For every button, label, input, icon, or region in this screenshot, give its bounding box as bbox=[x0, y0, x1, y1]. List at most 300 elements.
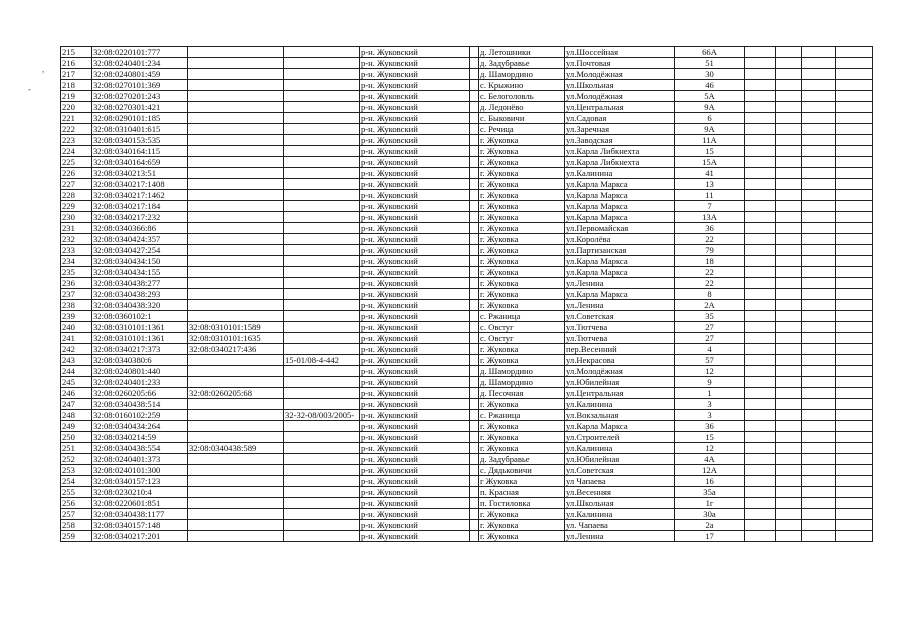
cell-linked-cadastral-number bbox=[188, 179, 284, 190]
cell-settlement: г. Жуковка bbox=[479, 256, 565, 267]
cell-house-number: 9 bbox=[675, 377, 745, 388]
cell-linked-cadastral-number bbox=[188, 80, 284, 91]
cell-extra-1 bbox=[745, 223, 776, 234]
cell-extra-4 bbox=[836, 487, 873, 498]
cell-street: ул.Карла Маркса bbox=[565, 201, 675, 212]
table-row bbox=[61, 168, 873, 179]
cell-row-number: 243 bbox=[61, 355, 92, 366]
cell-street: ул.Советская bbox=[565, 311, 675, 322]
cell-extra-4 bbox=[836, 168, 873, 179]
cell-settlement: г. Жуковка bbox=[479, 278, 565, 289]
cell-district: р-н. Жуковский bbox=[360, 465, 470, 476]
cell-row-number: 228 bbox=[61, 190, 92, 201]
cell-extra-1 bbox=[745, 201, 776, 212]
cell-row-number: 258 bbox=[61, 520, 92, 531]
cell-street: ул.Королёва bbox=[565, 234, 675, 245]
cell-row-number: 259 bbox=[61, 531, 92, 542]
cell-extra-3 bbox=[802, 498, 836, 509]
cell-extra-1 bbox=[745, 190, 776, 201]
cell-gap bbox=[470, 322, 479, 333]
cell-linked-cadastral-number bbox=[188, 366, 284, 377]
cell-extra-4 bbox=[836, 91, 873, 102]
cell-extra-1 bbox=[745, 69, 776, 80]
cell-gap bbox=[470, 531, 479, 542]
cell-extra-4 bbox=[836, 366, 873, 377]
cell-district: р-н. Жуковский bbox=[360, 410, 470, 421]
table-row bbox=[61, 520, 873, 531]
cell-house-number: 8 bbox=[675, 289, 745, 300]
cell-house-number: 12А bbox=[675, 465, 745, 476]
table-row bbox=[61, 476, 873, 487]
cell-extra-2 bbox=[776, 234, 802, 245]
cell-house-number: 36 bbox=[675, 421, 745, 432]
cell-gap bbox=[470, 465, 479, 476]
cell-row-number: 226 bbox=[61, 168, 92, 179]
cell-cadastral-number: 32:08:0240801:459 bbox=[92, 69, 188, 80]
cell-house-number: 16 bbox=[675, 476, 745, 487]
cell-district: р-н. Жуковский bbox=[360, 454, 470, 465]
cell-extra-3 bbox=[802, 146, 836, 157]
cell-extra-2 bbox=[776, 498, 802, 509]
cell-district: р-н. Жуковский bbox=[360, 289, 470, 300]
cell-house-number: 4А bbox=[675, 454, 745, 465]
cell-district: р-н. Жуковский bbox=[360, 124, 470, 135]
cell-settlement: д. Шамордино bbox=[479, 377, 565, 388]
cell-settlement: г. Жуковка bbox=[479, 355, 565, 366]
cell-extra-2 bbox=[776, 212, 802, 223]
cell-street: ул.Карла Маркса bbox=[565, 267, 675, 278]
cell-cadastral-number: 32:08:0290101:185 bbox=[92, 113, 188, 124]
cell-extra-1 bbox=[745, 289, 776, 300]
cell-street: ул.Ленина bbox=[565, 531, 675, 542]
cell-extra-3 bbox=[802, 157, 836, 168]
cell-street: ул.Школьная bbox=[565, 80, 675, 91]
cell-extra-2 bbox=[776, 311, 802, 322]
cell-extra-3 bbox=[802, 267, 836, 278]
table-row bbox=[61, 146, 873, 157]
cell-street: ул.Школьная bbox=[565, 498, 675, 509]
cell-linked-cadastral-number bbox=[188, 476, 284, 487]
cell-settlement: с. Быковичи bbox=[479, 113, 565, 124]
table-row bbox=[61, 388, 873, 399]
cell-district: р-н. Жуковский bbox=[360, 531, 470, 542]
table-row bbox=[61, 190, 873, 201]
cell-row-number: 223 bbox=[61, 135, 92, 146]
cell-registration-number bbox=[284, 179, 360, 190]
cell-gap bbox=[470, 344, 479, 355]
table-row bbox=[61, 355, 873, 366]
cell-settlement: с. Овстуг bbox=[479, 333, 565, 344]
cell-row-number: 254 bbox=[61, 476, 92, 487]
cell-street: ул.Карла Маркса bbox=[565, 289, 675, 300]
table-row bbox=[61, 102, 873, 113]
cell-settlement: г. Жуковка bbox=[479, 344, 565, 355]
cell-row-number: 229 bbox=[61, 201, 92, 212]
cell-extra-4 bbox=[836, 311, 873, 322]
cell-extra-3 bbox=[802, 168, 836, 179]
cell-house-number: 11 bbox=[675, 190, 745, 201]
cell-cadastral-number: 32:08:0340438:514 bbox=[92, 399, 188, 410]
cell-street: ул.Карла Либкнехта bbox=[565, 146, 675, 157]
cell-settlement: г. Жуковка bbox=[479, 300, 565, 311]
cell-linked-cadastral-number bbox=[188, 289, 284, 300]
cell-gap bbox=[470, 212, 479, 223]
table-row bbox=[61, 333, 873, 344]
cell-house-number: 2А bbox=[675, 300, 745, 311]
cell-linked-cadastral-number bbox=[188, 146, 284, 157]
cell-registration-number bbox=[284, 520, 360, 531]
cell-extra-2 bbox=[776, 278, 802, 289]
cell-extra-4 bbox=[836, 388, 873, 399]
cell-extra-2 bbox=[776, 91, 802, 102]
cell-extra-3 bbox=[802, 190, 836, 201]
cell-settlement: д. Ледонёво bbox=[479, 102, 565, 113]
cell-house-number: 6 bbox=[675, 113, 745, 124]
cell-linked-cadastral-number bbox=[188, 399, 284, 410]
table-row bbox=[61, 300, 873, 311]
cell-extra-2 bbox=[776, 476, 802, 487]
cell-extra-4 bbox=[836, 113, 873, 124]
cell-street: ул.Весенняя bbox=[565, 487, 675, 498]
cell-extra-1 bbox=[745, 168, 776, 179]
cell-extra-1 bbox=[745, 366, 776, 377]
cell-row-number: 256 bbox=[61, 498, 92, 509]
cell-row-number: 234 bbox=[61, 256, 92, 267]
cell-extra-1 bbox=[745, 322, 776, 333]
cell-extra-3 bbox=[802, 91, 836, 102]
cell-settlement: г. Жуковка bbox=[479, 443, 565, 454]
cell-extra-1 bbox=[745, 498, 776, 509]
cell-extra-2 bbox=[776, 80, 802, 91]
cell-gap bbox=[470, 454, 479, 465]
cell-settlement: с. Ржаница bbox=[479, 410, 565, 421]
cell-extra-2 bbox=[776, 333, 802, 344]
cell-extra-1 bbox=[745, 421, 776, 432]
cell-gap bbox=[470, 421, 479, 432]
cell-house-number: 46 bbox=[675, 80, 745, 91]
cell-house-number: 57 bbox=[675, 355, 745, 366]
cell-cadastral-number: 32:08:0340213:51 bbox=[92, 168, 188, 179]
cell-extra-4 bbox=[836, 278, 873, 289]
cell-street: ул.Вокзальная bbox=[565, 410, 675, 421]
cell-street: ул.Некрасова bbox=[565, 355, 675, 366]
cell-extra-3 bbox=[802, 322, 836, 333]
cell-registration-number bbox=[284, 399, 360, 410]
cell-registration-number bbox=[284, 443, 360, 454]
cell-house-number: 12 bbox=[675, 443, 745, 454]
cell-extra-4 bbox=[836, 124, 873, 135]
cell-registration-number bbox=[284, 421, 360, 432]
table-row bbox=[61, 223, 873, 234]
cell-settlement: с. Овстуг bbox=[479, 322, 565, 333]
cell-district: р-н. Жуковский bbox=[360, 91, 470, 102]
cell-row-number: 241 bbox=[61, 333, 92, 344]
cell-linked-cadastral-number bbox=[188, 454, 284, 465]
cell-registration-number: 32-32-08/003/2005- bbox=[284, 410, 360, 421]
cell-row-number: 218 bbox=[61, 80, 92, 91]
cell-row-number: 248 bbox=[61, 410, 92, 421]
cell-extra-3 bbox=[802, 124, 836, 135]
cell-cadastral-number: 32:08:0310101:1361 bbox=[92, 322, 188, 333]
cell-extra-3 bbox=[802, 311, 836, 322]
cell-house-number: 79 bbox=[675, 245, 745, 256]
cell-registration-number bbox=[284, 47, 360, 58]
cell-linked-cadastral-number bbox=[188, 157, 284, 168]
cell-cadastral-number: 32:08:0340153:535 bbox=[92, 135, 188, 146]
cell-registration-number bbox=[284, 168, 360, 179]
cell-street: ул.Карла Маркса bbox=[565, 421, 675, 432]
table-row bbox=[61, 201, 873, 212]
cell-extra-4 bbox=[836, 531, 873, 542]
cell-row-number: 219 bbox=[61, 91, 92, 102]
cell-settlement: д. Летошники bbox=[479, 47, 565, 58]
cell-extra-1 bbox=[745, 388, 776, 399]
cell-row-number: 227 bbox=[61, 179, 92, 190]
cell-row-number: 231 bbox=[61, 223, 92, 234]
cell-cadastral-number: 32:08:0340214:59 bbox=[92, 432, 188, 443]
cell-cadastral-number: 32:08:0340217:373 bbox=[92, 344, 188, 355]
cell-extra-1 bbox=[745, 443, 776, 454]
cell-linked-cadastral-number bbox=[188, 421, 284, 432]
cell-extra-3 bbox=[802, 289, 836, 300]
cell-row-number: 252 bbox=[61, 454, 92, 465]
cell-linked-cadastral-number bbox=[188, 102, 284, 113]
cell-registration-number bbox=[284, 531, 360, 542]
cell-settlement: г. Жуковка bbox=[479, 223, 565, 234]
cell-cadastral-number: 32:08:0340434:155 bbox=[92, 267, 188, 278]
table-row bbox=[61, 157, 873, 168]
cell-district: р-н. Жуковский bbox=[360, 80, 470, 91]
cell-extra-2 bbox=[776, 190, 802, 201]
cell-street: ул.Ленина bbox=[565, 300, 675, 311]
cell-extra-3 bbox=[802, 443, 836, 454]
table-row bbox=[61, 113, 873, 124]
cell-gap bbox=[470, 190, 479, 201]
cell-settlement: с. Ржаница bbox=[479, 311, 565, 322]
cell-extra-3 bbox=[802, 278, 836, 289]
cell-gap bbox=[470, 157, 479, 168]
cell-district: р-н. Жуковский bbox=[360, 355, 470, 366]
cell-extra-2 bbox=[776, 168, 802, 179]
cell-extra-1 bbox=[745, 80, 776, 91]
cell-linked-cadastral-number bbox=[188, 69, 284, 80]
cell-extra-2 bbox=[776, 58, 802, 69]
cell-registration-number bbox=[284, 476, 360, 487]
cell-house-number: 51 bbox=[675, 58, 745, 69]
cell-extra-1 bbox=[745, 234, 776, 245]
cell-extra-1 bbox=[745, 454, 776, 465]
cell-extra-2 bbox=[776, 47, 802, 58]
table-row bbox=[61, 256, 873, 267]
cell-cadastral-number: 32:08:0270301:421 bbox=[92, 102, 188, 113]
cell-district: р-н. Жуковский bbox=[360, 146, 470, 157]
cell-registration-number: 15-01/08-4-442 bbox=[284, 355, 360, 366]
cell-registration-number bbox=[284, 311, 360, 322]
cell-extra-2 bbox=[776, 289, 802, 300]
cell-extra-4 bbox=[836, 443, 873, 454]
cell-linked-cadastral-number bbox=[188, 498, 284, 509]
cell-extra-2 bbox=[776, 179, 802, 190]
cell-settlement: п. Красная bbox=[479, 487, 565, 498]
cell-registration-number bbox=[284, 267, 360, 278]
cell-registration-number bbox=[284, 388, 360, 399]
cell-linked-cadastral-number bbox=[188, 58, 284, 69]
cell-extra-3 bbox=[802, 135, 836, 146]
cell-street: ул.Центральная bbox=[565, 102, 675, 113]
table-row bbox=[61, 278, 873, 289]
cell-settlement: с. Белоголовль bbox=[479, 91, 565, 102]
cell-gap bbox=[470, 135, 479, 146]
cell-gap bbox=[470, 113, 479, 124]
cell-extra-1 bbox=[745, 377, 776, 388]
table-row bbox=[61, 124, 873, 135]
cell-extra-3 bbox=[802, 234, 836, 245]
cell-house-number: 1 bbox=[675, 388, 745, 399]
cell-extra-1 bbox=[745, 47, 776, 58]
cell-gap bbox=[470, 124, 479, 135]
cell-street: ул.Юбилейная bbox=[565, 377, 675, 388]
table-row bbox=[61, 212, 873, 223]
cell-cadastral-number: 32:08:0240801:440 bbox=[92, 366, 188, 377]
cell-extra-1 bbox=[745, 278, 776, 289]
cell-row-number: 222 bbox=[61, 124, 92, 135]
cell-extra-2 bbox=[776, 454, 802, 465]
cell-row-number: 255 bbox=[61, 487, 92, 498]
cell-row-number: 236 bbox=[61, 278, 92, 289]
cell-extra-4 bbox=[836, 355, 873, 366]
cell-row-number: 239 bbox=[61, 311, 92, 322]
cell-row-number: 249 bbox=[61, 421, 92, 432]
cell-extra-3 bbox=[802, 47, 836, 58]
cell-district: р-н. Жуковский bbox=[360, 267, 470, 278]
cell-settlement: с. Дядьковичи bbox=[479, 465, 565, 476]
cell-extra-2 bbox=[776, 410, 802, 421]
cell-settlement: г. Жуковка bbox=[479, 531, 565, 542]
cell-extra-3 bbox=[802, 201, 836, 212]
table-row bbox=[61, 531, 873, 542]
cell-extra-1 bbox=[745, 124, 776, 135]
cell-extra-3 bbox=[802, 69, 836, 80]
cell-cadastral-number: 32:08:0340438:293 bbox=[92, 289, 188, 300]
cell-district: р-н. Жуковский bbox=[360, 157, 470, 168]
cell-district: р-н. Жуковский bbox=[360, 443, 470, 454]
cell-extra-1 bbox=[745, 465, 776, 476]
cell-registration-number bbox=[284, 454, 360, 465]
table-row bbox=[61, 267, 873, 278]
cell-extra-1 bbox=[745, 113, 776, 124]
cell-extra-4 bbox=[836, 476, 873, 487]
cell-gap bbox=[470, 179, 479, 190]
cell-linked-cadastral-number bbox=[188, 201, 284, 212]
cell-extra-3 bbox=[802, 355, 836, 366]
cell-extra-2 bbox=[776, 223, 802, 234]
cell-settlement: г. Жуковка bbox=[479, 201, 565, 212]
cell-district: р-н. Жуковский bbox=[360, 311, 470, 322]
table-row bbox=[61, 245, 873, 256]
cell-extra-2 bbox=[776, 135, 802, 146]
cell-extra-2 bbox=[776, 102, 802, 113]
cell-extra-3 bbox=[802, 421, 836, 432]
cell-gap bbox=[470, 256, 479, 267]
cell-extra-2 bbox=[776, 157, 802, 168]
cell-registration-number bbox=[284, 465, 360, 476]
cell-extra-3 bbox=[802, 179, 836, 190]
cell-registration-number bbox=[284, 223, 360, 234]
cell-extra-4 bbox=[836, 58, 873, 69]
cell-house-number: 66А bbox=[675, 47, 745, 58]
cell-registration-number bbox=[284, 69, 360, 80]
cell-district: р-н. Жуковский bbox=[360, 201, 470, 212]
cell-gap bbox=[470, 278, 479, 289]
cell-cadastral-number: 32:08:0340380:6 bbox=[92, 355, 188, 366]
cell-cadastral-number: 32:08:0340438:320 bbox=[92, 300, 188, 311]
cell-house-number: 30 bbox=[675, 69, 745, 80]
cell-extra-3 bbox=[802, 432, 836, 443]
cell-street: ул.Юбилейная bbox=[565, 454, 675, 465]
cell-house-number: 9А bbox=[675, 124, 745, 135]
cell-row-number: 220 bbox=[61, 102, 92, 113]
cell-house-number: 17 bbox=[675, 531, 745, 542]
cell-house-number: 22 bbox=[675, 234, 745, 245]
cell-cadastral-number: 32:08:0220101:777 bbox=[92, 47, 188, 58]
cell-district: р-н. Жуковский bbox=[360, 520, 470, 531]
cell-extra-2 bbox=[776, 366, 802, 377]
cell-extra-3 bbox=[802, 80, 836, 91]
table-row bbox=[61, 179, 873, 190]
cell-house-number: 4 bbox=[675, 344, 745, 355]
cell-gap bbox=[470, 366, 479, 377]
cell-extra-4 bbox=[836, 300, 873, 311]
cell-extra-4 bbox=[836, 157, 873, 168]
cell-extra-1 bbox=[745, 476, 776, 487]
cell-linked-cadastral-number bbox=[188, 190, 284, 201]
cell-extra-1 bbox=[745, 311, 776, 322]
cell-extra-1 bbox=[745, 300, 776, 311]
cell-settlement: г Жуковка bbox=[479, 476, 565, 487]
cell-extra-2 bbox=[776, 124, 802, 135]
cell-house-number: 2а bbox=[675, 520, 745, 531]
cell-street: ул.Молодёжная bbox=[565, 69, 675, 80]
cell-extra-4 bbox=[836, 498, 873, 509]
cell-extra-3 bbox=[802, 212, 836, 223]
table-row bbox=[61, 421, 873, 432]
cell-row-number: 242 bbox=[61, 344, 92, 355]
cell-house-number: 13 bbox=[675, 179, 745, 190]
cell-linked-cadastral-number bbox=[188, 267, 284, 278]
cell-extra-4 bbox=[836, 190, 873, 201]
cell-house-number: 5А bbox=[675, 91, 745, 102]
cell-extra-2 bbox=[776, 69, 802, 80]
cell-extra-3 bbox=[802, 58, 836, 69]
cell-district: р-н. Жуковский bbox=[360, 212, 470, 223]
cell-extra-1 bbox=[745, 157, 776, 168]
cell-district: р-н. Жуковский bbox=[360, 377, 470, 388]
table-row bbox=[61, 377, 873, 388]
cell-settlement: г. Жуковка bbox=[479, 135, 565, 146]
table-row bbox=[61, 399, 873, 410]
cell-registration-number bbox=[284, 157, 360, 168]
cell-gap bbox=[470, 91, 479, 102]
cell-registration-number bbox=[284, 58, 360, 69]
cell-gap bbox=[470, 289, 479, 300]
cell-linked-cadastral-number bbox=[188, 531, 284, 542]
cell-extra-4 bbox=[836, 47, 873, 58]
cell-registration-number bbox=[284, 80, 360, 91]
cell-extra-3 bbox=[802, 520, 836, 531]
cell-cadastral-number: 32:08:0340427:254 bbox=[92, 245, 188, 256]
cell-settlement: с. Речица bbox=[479, 124, 565, 135]
cell-extra-1 bbox=[745, 410, 776, 421]
